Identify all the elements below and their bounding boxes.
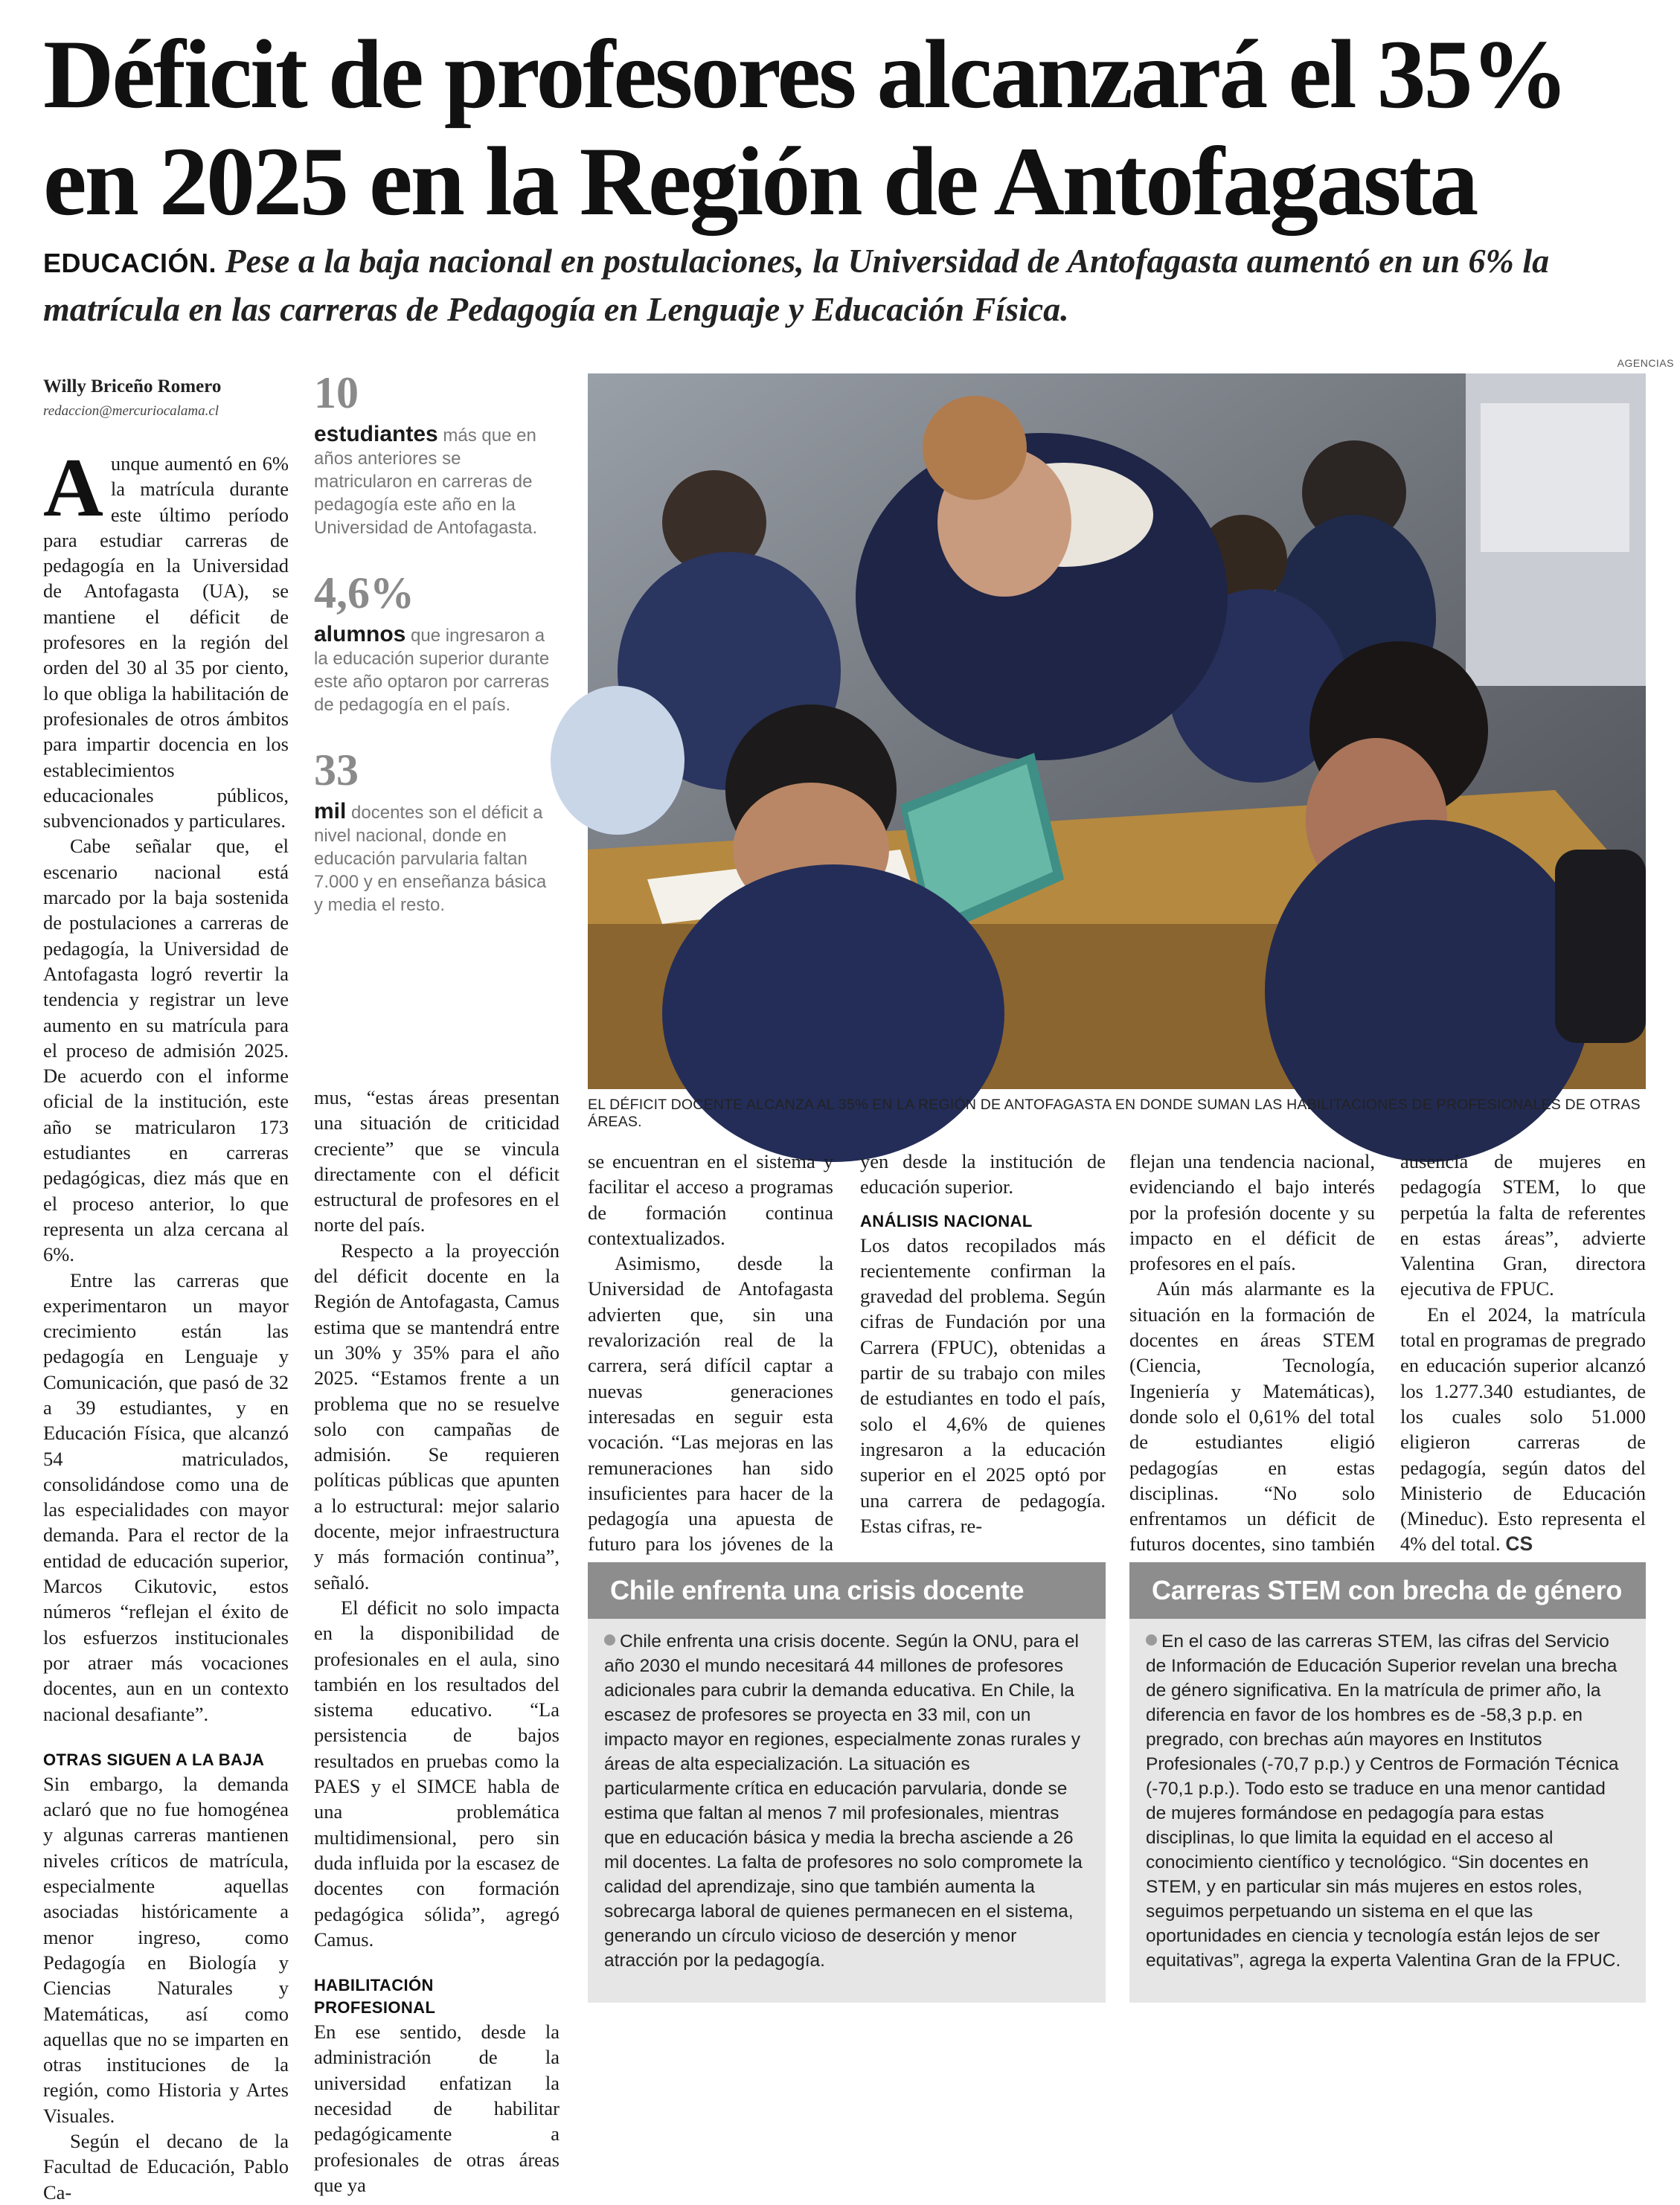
paragraph: Según el decano de la Facultad de Educación, Pablo Ca- <box>43 2130 289 2204</box>
paragraph: Respecto a la proyección del déficit docente en la Región de Antofagasta, Camus estima que se mantendrá entre un 30% y 35% para el año 2025. “Estamos frente a un problema que no se resuelve solo con campañas de admisión. Se requieren políticas públicas que apunten a lo estructural: mejor salario docente, mejor infraestructura y más formación continua”, señaló. <box>314 1239 560 1593</box>
stats-sidebar <box>314 370 560 917</box>
stat-description: más que en años anteriores se matricularon en carreras de pedagogía este año en la Universidad de Antofagasta. <box>314 426 538 538</box>
paragraph: Cabe señalar que, el escenario nacional está marcado por la baja sostenida de postulaciones a carreras de pedagogía, la Universidad de Antofagasta logró revertir la tendencia y registrar un leve aumento en su matrícula para el proceso de admisión 2025. De acuerdo con el informe oficial de la institución, este año se matricularon 173 estudiantes en carreras pedagógicas, diez más que en el proceso anterior, lo que representa un alza cercana al 6%. <box>43 835 289 1266</box>
article-column-1 <box>43 442 289 2205</box>
article-column-6 <box>1400 1149 1646 1557</box>
stat-lead: estudiantes <box>314 422 438 446</box>
bullet-icon <box>1146 1634 1157 1646</box>
paragraph: En el 2024, la matrícula total en programas de pregrado en educación superior alcanzó los 1.277.340 estudiantes, de los cuales solo 51.000 eligieron carreras de pedagogía, según datos del Ministerio de Educación (Mineduc). Esto representa el 4% del total. CS <box>1400 1303 1646 1556</box>
headline-line-2: en 2025 en la Región de Antofagasta <box>43 126 1477 236</box>
section-heading: ANÁLISIS NACIONAL <box>860 1211 1033 1230</box>
drop-cap: A <box>43 442 103 534</box>
stat-lead: mil <box>314 799 347 824</box>
bullet-icon <box>604 1634 615 1646</box>
paragraph: Aunque aumentó en 6% la matrícula durante este último período para estudiar carreras de pedagogía en la Universidad de Antofagasta (UA), se mantiene el déficit de profesores en la región del orden del 30 al 35 por ciento, lo que obliga la habilitación de profesionales de otros ámbitos para impartir docencia en los establecimientos educacionales públicos, subvencionados y particulares. <box>43 442 289 832</box>
paragraph: El déficit no solo impacta en la disponibilidad de profesionales en el aula, sino también en los resultados del sistema educativo. “La persistencia de bajos resultados en pruebas como la PAES y el SIMCE habla de una problemática multidimensional, pero sin duda influida por la escasez de docentes con formación pedagógica sólida”, agregó Camus. <box>314 1596 560 1951</box>
paragraph: flejan una tendencia nacional, evidenciando el bajo interés por la profesión docente y su impacto en el déficit de profesores en el país. <box>1129 1150 1375 1275</box>
article-column-2 <box>314 1085 560 2198</box>
photo-caption: EL DÉFICIT DOCENTE ALCANZA AL 35% EN LA REGIÓN DE ANTOFAGASTA EN DONDE SUMAN LAS HABILITACIONES DE PROFESIONALES DE OTRAS ÁREAS. <box>588 1097 1641 1130</box>
stat-number: 10 <box>314 368 359 417</box>
paragraph: ausencia de mujeres en pedagogía STEM, lo que perpetúa la falta de referentes en estas áreas”, advierte Valentina Gran, directora ejecutiva de FPUC. <box>1400 1150 1646 1300</box>
stat-lead: alumnos <box>314 622 406 646</box>
paragraph: se encuentran en el sistema y facilitar el acceso a programas de formación continua contextualizados. <box>588 1150 833 1249</box>
section-kicker: EDUCACIÓN. <box>43 248 217 278</box>
byline-author: Willy Briceño Romero <box>43 376 222 397</box>
photo-credit: AGENCIAS <box>1617 357 1674 369</box>
subhead-text: Pese a la baja nacional en postulaciones, la Universidad de Antofagasta aumentó en un 6% la matrícula en las carreras de Pedagogía en Lenguaje y Educación Física. <box>43 242 1550 328</box>
paragraph: Aún más alarmante es la situación en la formación de docentes en áreas STEM (Ciencia, Tecnología, Ingeniería y Matemáticas), donde solo el 0,61% del total de estudiantes eligió pedagogías en estas disciplinas. “No solo enfrentamos un déficit de futuros docentes, sino también <box>1129 1277 1375 1556</box>
stat-description: docentes son el déficit a nivel nacional, donde en educación parvularia faltan 7.000 y en enseñanza básica y media el resto. <box>314 803 547 915</box>
sidebar-box-stem <box>1129 1562 1646 2003</box>
box-title: Carreras STEM con brecha de género <box>1129 1562 1646 1619</box>
box-body: En el caso de las carreras STEM, las cifras del Servicio de Información de Educación Superior revelan una brecha de género significativa. En la matrícula de primer año, la diferencia en favor de los hombres es de -58,3 p.p. en pregrado, con brechas aún mayores en Institutos Profesionales (-70,7 p.p.) y Centros de Formación Técnica (-70,1 p.p.). Todo esto se traduce en una menor cantidad de mujeres formándose en pedagogía para estas disciplinas, lo que limita la equidad en el acceso al conocimiento científico y tecnológico. “Sin docentes en STEM, y en particular sin más mujeres en estos roles, seguimos perpetuando un sistema en el que las oportunidades en ciencia y tecnología están lejos de ser equitativas”, agrega la experta Valentina Gran de la FPUC. <box>1146 1631 1621 1971</box>
classroom-photo <box>588 373 1646 1089</box>
box-title: Chile enfrenta una crisis docente <box>588 1562 1106 1619</box>
stat-block <box>314 568 560 716</box>
paragraph: yen desde la institución de educación superior. <box>860 1150 1106 1198</box>
paragraph: Los datos recopilados más recientemente confirman la gravedad del problema. Según cifras de Fundación por una Carrera (FPUC), obtenidas a partir de su trabajo con miles de estudiantes en todo el país, solo el 4,6% de quienes ingresaron a la educación superior en el 2025 optó por una carrera de pedagogía. Estas cifras, re- <box>860 1233 1106 1537</box>
section-heading: HABILITACIÓN PROFESIONAL <box>314 1976 436 2018</box>
paragraph: En ese sentido, desde la administración de la universidad enfatizan la necesidad de habilitar pedagógicamente a profesionales de otras áreas que ya <box>314 2021 560 2196</box>
byline-email[interactable]: redaccion@mercuriocalama.cl <box>43 403 219 419</box>
end-mark: CS <box>1505 1532 1533 1556</box>
classroom-illustration <box>588 373 1646 1089</box>
paragraph: Entre las carreras que experimentaron un mayor crecimiento están las pedagogía en Lenguaje y Comunicación, que pasó de 32 a 39 estudiantes, y en Educación Física, que alcanzó 54 matriculados, consolidándose como una de las especialidades con mayor demanda. Para el rector de la entidad de educación superior, Marcos Cikutovic, estos números “reflejan el éxito de los esfuerzos institucionales por atraer más vocaciones docentes, aun en un contexto nacional desafiante”. <box>43 1268 289 1725</box>
stat-number: 4,6% <box>314 568 414 617</box>
article-column-5 <box>1129 1149 1375 1582</box>
headline <box>43 21 1658 235</box>
stat-number: 33 <box>314 745 359 795</box>
stat-description: que ingresaron a la educación superior durante este año optaron por carreras de pedagogía en el país. <box>314 626 550 715</box>
paragraph: Sin embargo, la demanda aclaró que no fue homogénea y algunas carreras mantienen niveles críticos de matrícula, especialmente aquellas asociadas históricamente a menor ingreso, como Pedagogía en Biología y Ciencias Naturales y Matemáticas, así como aquellas que no se imparten en otras instituciones de la región, como Historia y Artes Visuales. <box>43 1772 289 2127</box>
section-heading: OTRAS SIGUEN A LA BAJA <box>43 1750 265 1769</box>
subhead <box>43 238 1658 333</box>
stat-block <box>314 745 560 917</box>
article-column-4 <box>860 1149 1106 1538</box>
article-column-3 <box>588 1149 833 1582</box>
sidebar-box-crisis <box>588 1562 1106 2003</box>
paragraph: mus, “estas áreas presentan una situación de criticidad creciente” que se vincula directamente con el déficit estructural de profesores en el norte del país. <box>314 1086 560 1236</box>
box-body: Chile enfrenta una crisis docente. Según la ONU, para el año 2030 el mundo necesitará 44 millones de profesores adicionales para cubrir la demanda educativa. En Chile, la escasez de profesores se proyecta en 33 mil, con un impacto mayor en regiones, especialmente zonas rurales y áreas de alta especialización. La situación es particularmente crítica en educación parvularia, donde se estima que faltan al menos 7 mil profesionales, mientras que en educación básica y media la brecha asciende a 26 mil docentes. La falta de profesores no solo compromete la calidad del aprendizaje, sino que también aumenta la sobrecarga laboral de quienes permanecen en el sistema, generando un círculo vicioso de deserción y menor atracción por la pedagogía. <box>604 1631 1083 1971</box>
headline-line-1: Déficit de profesores alcanzará el 35% <box>43 19 1567 129</box>
paragraph: Asimismo, desde la Universidad de Antofagasta advierten que, sin una revalorización real de la carrera, será difícil captar a nuevas generaciones interesadas en seguir esta vocación. “Las mejoras en las remuneraciones han sido insuficientes para hacer de la pedagogía una apuesta de futuro para los jóvenes de la <box>588 1252 833 1556</box>
stat-block <box>314 370 560 539</box>
